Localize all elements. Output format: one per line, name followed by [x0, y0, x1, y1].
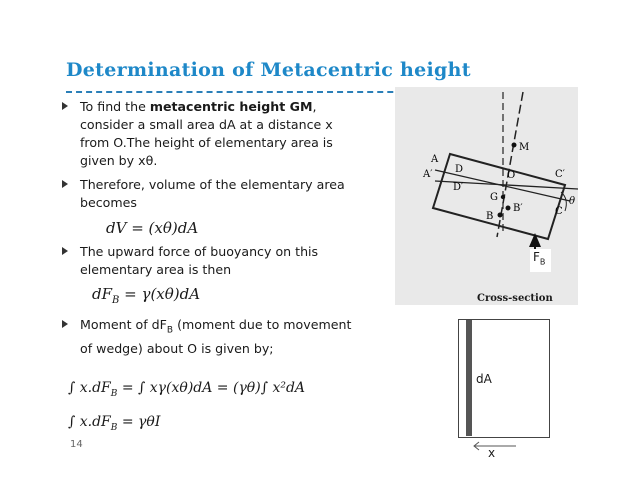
label-c: C — [555, 206, 563, 217]
label-theta: θ — [569, 196, 576, 207]
point-b-prime — [506, 206, 511, 211]
equation-buoyancy — [92, 285, 362, 310]
moment-eq1-rhs: = ∫ xγ(xθ)dA = (γθ)∫ x²dA — [117, 380, 306, 396]
bullet-arrow-icon — [62, 247, 68, 255]
label-a-prime: A′ — [423, 169, 433, 180]
point-g — [501, 195, 505, 199]
moment-eq1-sub: B — [110, 388, 118, 399]
elementary-area-strip — [466, 320, 472, 436]
moment-equations — [68, 380, 305, 433]
page-number: 14 — [70, 439, 83, 450]
bullet-2 — [62, 176, 362, 212]
label-a: A — [431, 154, 439, 165]
x-label: x — [488, 446, 496, 460]
bullet-4-sub: B — [166, 325, 174, 336]
label-g: G — [490, 192, 498, 203]
equation-buoyancy-sub: B — [112, 295, 120, 306]
da-label: dA — [476, 372, 492, 386]
moment-equation-1 — [68, 380, 305, 399]
bullet-3 — [62, 243, 362, 279]
bullet-1 — [62, 98, 362, 170]
label-b-prime: B′ — [513, 203, 523, 214]
bullet-1-text-b: , consider a small area dA at a distance x from O.The height of elementary area is given by x — [80, 99, 333, 168]
label-o: O — [507, 170, 516, 181]
bullet-1-bold: metacentric height GM — [149, 99, 313, 114]
bullet-list — [62, 98, 362, 358]
cross-section-label: Cross-section — [477, 293, 553, 304]
moment-eq2-rhs: = γθI — [117, 413, 161, 430]
bullet-2-text: Therefore, volume of the elementary area becomes — [80, 177, 345, 210]
moment-eq2-sub: B — [110, 422, 118, 433]
label-d-prime: D′ — [453, 182, 464, 193]
label-d: D — [455, 164, 464, 175]
hull-outline — [433, 154, 565, 239]
moment-eq1-lhs: ∫ x.dF — [68, 380, 111, 396]
label-c-prime: C′ — [555, 169, 565, 180]
moment-eq2-lhs: ∫ x.dF — [68, 413, 111, 430]
bullet-1-text-a: To find the — [80, 99, 150, 114]
bullet-4-text-b: (moment due to movement of wedge) about O is given by; — [80, 317, 352, 356]
bullet-1-end: . — [153, 153, 158, 168]
buoyancy-force-label — [530, 249, 551, 272]
label-m: M — [519, 142, 530, 153]
bullet-1-theta: θ — [145, 153, 154, 168]
bullet-4 — [62, 316, 362, 358]
bullet-arrow-icon — [62, 180, 68, 188]
slide-title: Determination of Metacentric height — [66, 59, 471, 81]
bullet-4-text-a: Moment of dF — [80, 317, 167, 332]
moment-equation-2 — [68, 414, 305, 433]
bullet-arrow-icon — [62, 102, 68, 110]
bullet-arrow-icon — [62, 320, 68, 328]
fb-label-text: F — [533, 250, 540, 264]
bullet-3-text: The upward force of buoyancy on this elementary area is then — [80, 244, 319, 277]
label-b: B — [486, 211, 494, 222]
point-m — [512, 143, 517, 148]
fb-label-sub: B — [539, 257, 546, 267]
equation-volume: dV = (xθ)dA — [106, 219, 199, 237]
equation-buoyancy-lhs: dF — [92, 285, 113, 303]
equation-buoyancy-rhs: = γ(xθ)dA — [119, 285, 201, 303]
point-b — [498, 213, 503, 218]
